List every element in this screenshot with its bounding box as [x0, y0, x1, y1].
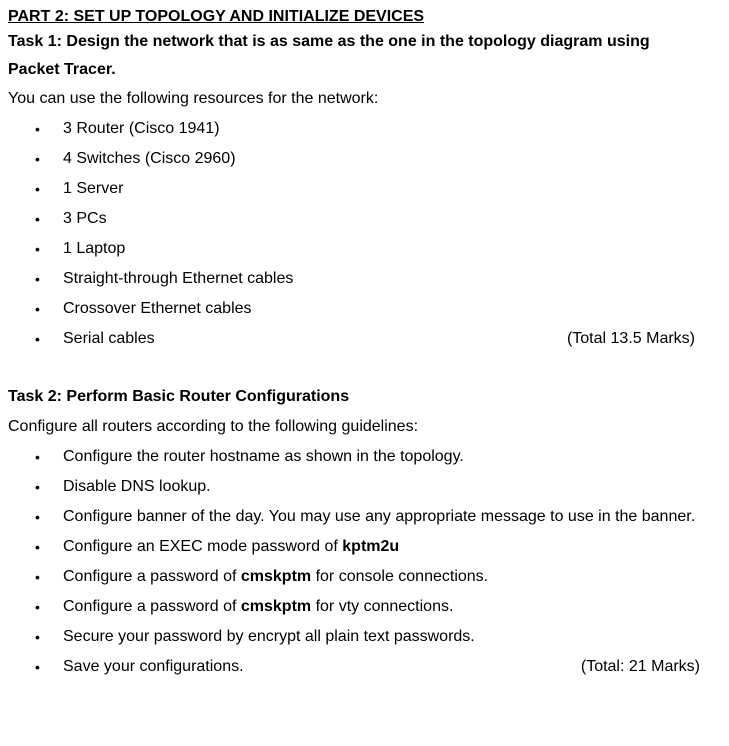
list-item: • Serial cables (Total 13.5 Marks): [8, 324, 700, 354]
task2-marks: (Total: 21 Marks): [580, 658, 700, 675]
task2-guideline-list: [8, 442, 700, 682]
bullet-icon: •: [35, 479, 40, 495]
bullet-icon: •: [35, 331, 40, 347]
bullet-icon: •: [35, 151, 40, 167]
bullet-icon: •: [35, 301, 40, 317]
task2-title: Task 2: Perform Basic Router Configurations: [8, 388, 350, 405]
list-item: • Configure an EXEC mode password of kptm2u: [8, 532, 700, 562]
list-item: • 3 Router (Cisco 1941): [8, 114, 700, 144]
list-item: • 1 Server: [8, 174, 700, 204]
bullet-icon: •: [35, 181, 40, 197]
bullet-icon: •: [35, 241, 40, 257]
list-item: • Configure a password of cmskptm for console connections.: [8, 562, 700, 592]
bullet-icon: •: [35, 121, 40, 137]
bullet-icon: •: [35, 509, 40, 525]
list-item: • Configure a password of cmskptm for vty connections.: [8, 592, 700, 622]
list-item: • Secure your password by encrypt all plain text passwords.: [8, 622, 700, 652]
bullet-icon: •: [35, 271, 40, 287]
bullet-icon: •: [35, 539, 40, 555]
bullet-icon: •: [35, 659, 40, 675]
list-item: • Straight-through Ethernet cables: [8, 264, 700, 294]
task1-intro: You can use the following resources for the network:: [8, 90, 379, 107]
task1-title: Task 1: Design the network that is as same as the one in the topology diagram using Packet Tracer.: [8, 33, 650, 78]
bullet-icon: •: [35, 569, 40, 585]
console-password: cmskptm: [240, 568, 312, 585]
vty-password: cmskptm: [240, 598, 312, 615]
list-item: • Save your configurations. (Total: 21 Marks): [8, 652, 700, 682]
list-item: • 4 Switches (Cisco 2960): [8, 144, 700, 174]
list-item: • Disable DNS lookup.: [8, 472, 700, 502]
document-body: [8, 6, 700, 682]
task1-marks: (Total 13.5 Marks): [566, 330, 695, 347]
bullet-icon: •: [35, 449, 40, 465]
task2-intro: Configure all routers according to the following guidelines:: [8, 418, 419, 435]
part-title: PART 2: SET UP TOPOLOGY AND INITIALIZE DEVICES: [8, 8, 425, 25]
task1-resource-list: [8, 114, 700, 354]
list-item: • Configure the router hostname as shown in the topology.: [8, 442, 700, 472]
list-item: • 3 PCs: [8, 204, 700, 234]
list-item: • Crossover Ethernet cables: [8, 294, 700, 324]
list-item: • Configure banner of the day. You may use any appropriate message to use in the banner.: [8, 502, 700, 532]
bullet-icon: •: [35, 211, 40, 227]
exec-password: kptm2u: [342, 538, 400, 555]
section-spacer: [8, 354, 700, 382]
list-item: • 1 Laptop: [8, 234, 700, 264]
bullet-icon: •: [35, 629, 40, 645]
bullet-icon: •: [35, 599, 40, 615]
